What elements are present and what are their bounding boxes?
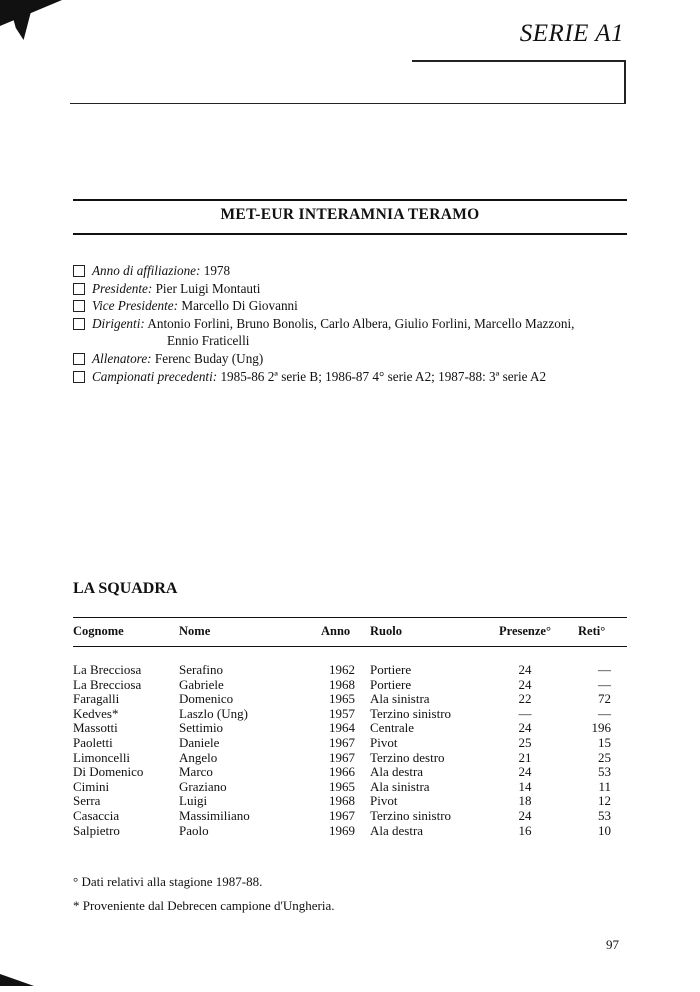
cell-presenze: 22	[518, 691, 532, 707]
info-item-allenatore	[73, 350, 633, 368]
cell-anno: 1968	[329, 793, 355, 809]
cell-anno: 1967	[329, 807, 355, 823]
cell-ruolo: Pivot	[370, 793, 398, 809]
cell-reti: 11	[598, 778, 611, 794]
cell-reti: 15	[598, 734, 611, 750]
cell-ruolo: Terzino sinistro	[370, 705, 452, 721]
info-value: 1978	[203, 263, 231, 278]
table-row	[73, 707, 627, 722]
checkbox-icon	[73, 265, 85, 277]
cell-cognome: Paoletti	[73, 734, 113, 750]
info-label: Allenatore:	[92, 350, 152, 366]
cell-reti: 12	[598, 793, 611, 809]
cell-cognome: La Brecciosa	[73, 662, 142, 677]
cell-anno: 1966	[329, 764, 355, 780]
column-header-cognome: Cognome	[73, 624, 124, 638]
table-row	[73, 721, 627, 736]
checkbox-icon	[73, 300, 85, 312]
club-info-list	[73, 262, 633, 385]
cell-anno: 1967	[329, 749, 355, 765]
info-value: Antonio Forlini, Bruno Bonolis, Carlo Albera, Giulio Forlini, Marcello Mazzoni,	[147, 315, 575, 331]
cell-nome: Marco	[179, 764, 213, 780]
club-title-top-rule	[73, 199, 627, 201]
cell-presenze: 21	[518, 749, 532, 765]
info-value-continuation: Ennio Fraticelli	[167, 333, 250, 349]
info-item-campionati	[73, 368, 633, 386]
cell-nome: Domenico	[179, 691, 234, 707]
footnotes	[73, 874, 335, 922]
cell-anno: 1957	[329, 705, 355, 721]
checkbox-icon	[73, 353, 85, 365]
cell-anno: 1968	[329, 676, 355, 692]
cell-nome: Settimio	[179, 720, 224, 736]
cell-ruolo: Ala sinistra	[370, 691, 430, 707]
table-row	[73, 678, 627, 693]
cell-nome: Serafino	[179, 662, 224, 677]
cell-nome: Graziano	[179, 778, 227, 794]
cell-cognome: Kedves*	[73, 705, 119, 721]
info-label: Dirigenti:	[92, 315, 145, 331]
serie-heading: SERIE A1	[519, 20, 624, 47]
cell-nome: Laszlo (Ung)	[179, 705, 248, 721]
page-number: 97	[606, 937, 619, 952]
cell-cognome: Limoncelli	[73, 749, 131, 765]
column-header-nome: Nome	[179, 624, 211, 638]
cell-nome: Gabriele	[179, 676, 224, 692]
club-title-bottom-rule	[73, 233, 627, 235]
cell-reti: —	[598, 705, 611, 721]
table-row	[73, 751, 627, 766]
cell-presenze: 24	[518, 662, 532, 677]
checkbox-icon	[73, 283, 85, 295]
cell-cognome: Faragalli	[73, 691, 120, 707]
info-value: Marcello Di Giovanni	[181, 298, 298, 314]
column-header-ruolo: Ruolo	[370, 624, 402, 638]
cell-presenze: 25	[518, 734, 532, 750]
cell-cognome: Serra	[73, 793, 101, 809]
table-row	[73, 765, 627, 780]
info-item-dirigenti	[73, 315, 633, 350]
cell-ruolo: Terzino sinistro	[370, 807, 452, 823]
squadra-heading: LA SQUADRA	[73, 580, 178, 597]
cell-ruolo: Portiere	[370, 676, 412, 692]
info-label: Vice Presidente:	[92, 298, 179, 314]
cell-nome: Angelo	[179, 749, 218, 765]
cell-reti: 53	[598, 764, 611, 780]
column-header-reti: Reti°	[578, 624, 606, 638]
header-box-right-rule	[624, 60, 626, 104]
info-value: 1985-86 2ª serie B; 1986-87 4° serie A2; 1987-88: 3ª serie A2	[220, 368, 547, 384]
cell-ruolo: Portiere	[370, 662, 412, 677]
cell-anno: 1965	[329, 691, 355, 707]
cell-cognome: Salpietro	[73, 822, 120, 838]
cell-ruolo: Pivot	[370, 734, 398, 750]
cell-ruolo: Ala destra	[370, 822, 424, 838]
info-label: Presidente:	[92, 280, 153, 296]
info-value: Ferenc Buday (Ung)	[154, 350, 264, 366]
cell-presenze: —	[518, 705, 532, 721]
table-top-rule	[73, 617, 627, 618]
cell-ruolo: Centrale	[370, 720, 415, 736]
cell-presenze: 16	[518, 822, 532, 838]
cell-presenze: 24	[518, 720, 532, 736]
cell-nome: Paolo	[179, 822, 209, 838]
cell-reti: —	[598, 676, 611, 692]
info-label: Anno di affiliazione:	[92, 263, 201, 278]
cell-reti: —	[598, 662, 611, 677]
cell-reti: 10	[598, 822, 611, 838]
table-row	[73, 794, 627, 809]
cell-nome: Daniele	[179, 734, 220, 750]
table-row	[73, 780, 627, 795]
cell-reti: 53	[598, 807, 611, 823]
table-row	[73, 692, 627, 707]
cell-reti: 25	[598, 749, 611, 765]
player-table-body	[73, 663, 627, 838]
cell-cognome: Di Domenico	[73, 764, 144, 780]
cell-cognome: La Brecciosa	[73, 676, 142, 692]
header-box-top-rule	[412, 60, 626, 62]
cell-anno: 1967	[329, 734, 355, 750]
table-header-rule	[73, 646, 627, 647]
cell-ruolo: Ala sinistra	[370, 778, 430, 794]
corner-mark-bottom-left	[0, 974, 34, 986]
cell-presenze: 24	[518, 764, 532, 780]
cell-presenze: 24	[518, 807, 532, 823]
footnote-provenienza: * Proveniente dal Debrecen campione d'Ungheria.	[73, 898, 335, 913]
cell-nome: Luigi	[179, 793, 208, 809]
column-header-presenze: Presenze°	[499, 624, 551, 638]
cell-anno: 1964	[329, 720, 355, 736]
cell-reti: 196	[591, 720, 611, 736]
cell-anno: 1965	[329, 778, 355, 794]
column-header-anno: Anno	[321, 624, 351, 638]
cell-presenze: 18	[518, 793, 532, 809]
cell-ruolo: Ala destra	[370, 764, 424, 780]
info-item-affiliazione	[73, 262, 633, 280]
info-item-vice-presidente	[73, 297, 633, 315]
footnote-stagione: ° Dati relativi alla stagione 1987-88.	[73, 874, 263, 889]
cell-cognome: Cimini	[73, 778, 110, 794]
checkbox-icon	[73, 318, 85, 330]
cell-presenze: 24	[518, 676, 532, 692]
cell-ruolo: Terzino destro	[370, 749, 445, 765]
cell-anno: 1969	[329, 822, 355, 838]
cell-anno: 1962	[329, 662, 355, 677]
table-row	[73, 809, 627, 824]
cell-cognome: Massotti	[73, 720, 118, 736]
cell-cognome: Casaccia	[73, 807, 120, 823]
club-title: MET-EUR INTERAMNIA TERAMO	[220, 206, 480, 223]
cell-reti: 72	[598, 691, 611, 707]
header-box-bottom-rule	[70, 103, 626, 104]
table-row	[73, 663, 627, 678]
info-value: Pier Luigi Montauti	[155, 280, 261, 296]
checkbox-icon	[73, 371, 85, 383]
info-label: Campionati precedenti:	[92, 368, 218, 384]
table-row	[73, 736, 627, 751]
cell-nome: Massimiliano	[179, 807, 250, 823]
cell-presenze: 14	[518, 778, 532, 794]
table-row	[73, 824, 627, 839]
info-item-presidente	[73, 280, 633, 298]
